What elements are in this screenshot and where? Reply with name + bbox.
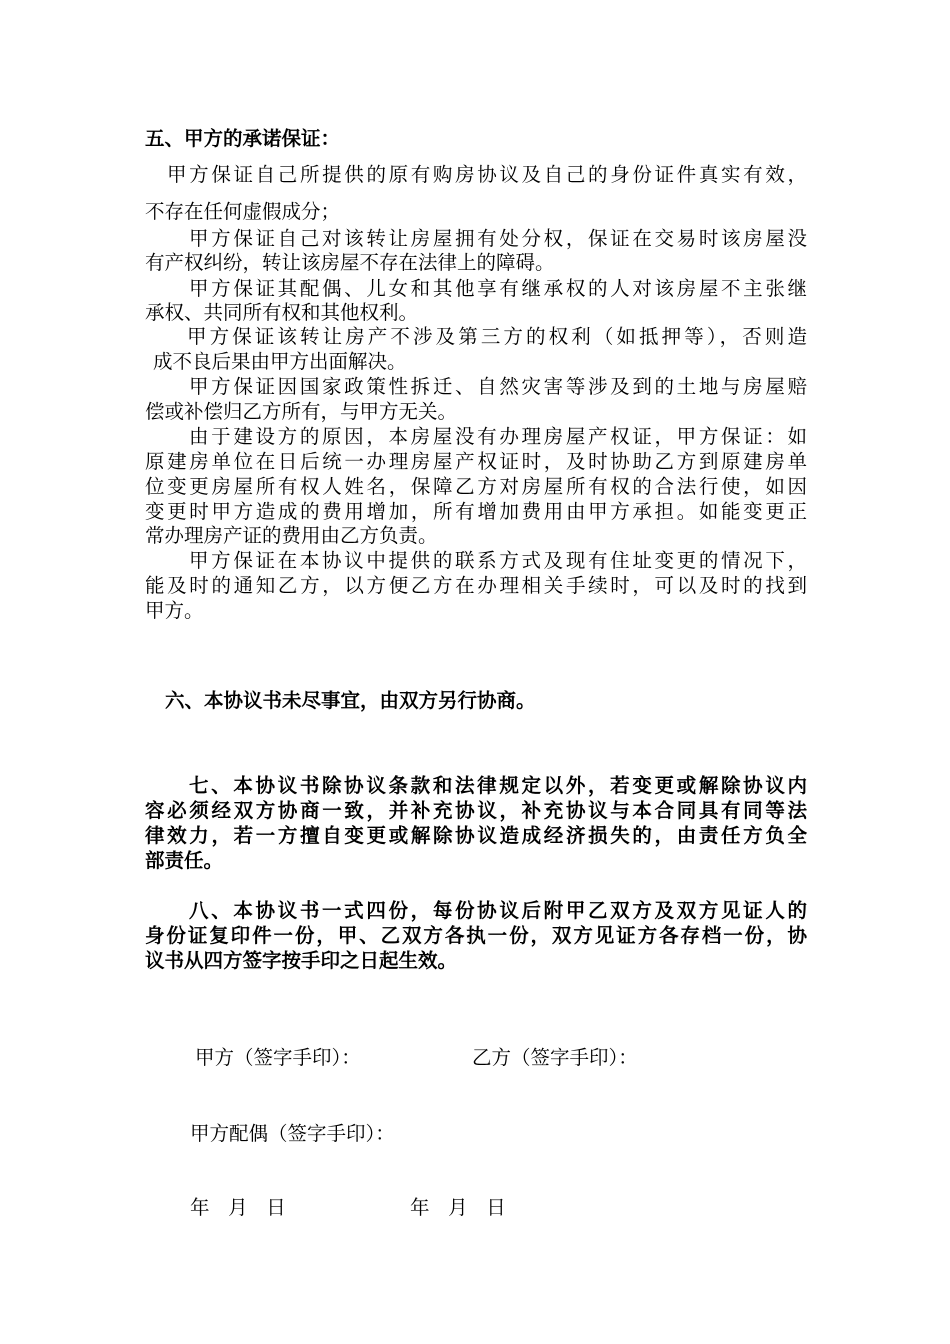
party-a-date: 年 月 日 — [190, 1196, 286, 1219]
para-5-line-2: 偿或补偿归乙方所有，与甲方无关。 — [145, 400, 458, 423]
para-7-line-1: 甲方保证在本协议中提供的联系方式及现有住址变更的情况下， — [189, 549, 807, 572]
para-6-line-5: 常办理房产证的费用由乙方负责。 — [145, 524, 438, 547]
para-2-line-1: 甲方保证自己对该转让房屋拥有处分权，保证在交易时该房屋没 — [189, 227, 807, 250]
para-1-line-1: 甲方保证自己所提供的原有购房协议及自己的身份证件真实有效， — [167, 163, 807, 186]
section-7-line-3: 律效力，若一方擅自变更或解除协议造成经济损失的，由责任方负全 — [145, 824, 807, 847]
party-a-signature-label: 甲方（签字手印）： — [195, 1046, 361, 1069]
para-2-line-2: 有产权纠纷，转让该房屋不存在法律上的障碍。 — [145, 251, 555, 274]
section-8-line-3: 议书从四方签字按手印之日起生效。 — [145, 949, 458, 972]
section-7-line-4: 部责任。 — [145, 849, 224, 872]
para-6-line-2: 原建房单位在日后统一办理房屋产权证时，及时协助乙方到原建房单 — [145, 450, 807, 473]
section-5-heading-text: 五、甲方的承诺保证： — [145, 127, 341, 150]
para-3-line-1: 甲方保证其配偶、儿女和其他享有继承权的人对该房屋不主张继 — [189, 277, 807, 300]
para-4-line-2: 成不良后果由甲方出面解决。 — [153, 350, 407, 373]
para-3-line-2: 承权、共同所有权和其他权利。 — [145, 301, 419, 324]
section-6-text: 六、本协议书未尽事宜，由双方另行协商。 — [165, 689, 536, 712]
party-b-signature-label: 乙方（签字手印）： — [472, 1046, 638, 1069]
para-7-line-2: 能及时的通知乙方，以方便乙方在办理相关手续时，可以及时的找到 — [145, 574, 807, 597]
section-7-line-1: 七、本协议书除协议条款和法律规定以外，若变更或解除协议内 — [189, 774, 807, 797]
para-6-line-3: 位变更房屋所有权人姓名，保障乙方对房屋所有权的合法行使，如因 — [145, 475, 807, 498]
para-7-line-3: 甲方。 — [145, 599, 204, 622]
party-b-date: 年 月 日 — [410, 1196, 506, 1219]
para-6-line-1: 由于建设方的原因，本房屋没有办理房屋产权证，甲方保证：如 — [189, 425, 807, 448]
section-8-line-1: 八、本协议书一式四份，每份协议后附甲乙双方及双方见证人的 — [189, 899, 807, 922]
para-5-line-1: 甲方保证因国家政策性拆迁、自然灾害等涉及到的土地与房屋赔 — [189, 375, 807, 398]
party-a-spouse-signature-label: 甲方配偶（签字手印）： — [190, 1122, 395, 1145]
para-6-line-4: 变更时甲方造成的费用增加，所有增加费用由甲方承担。如能变更正 — [145, 500, 807, 523]
section-8-line-2: 身份证复印件一份，甲、乙双方各执一份，双方见证方各存档一份，协 — [145, 924, 807, 947]
para-1-line-2: 不存在任何虚假成分； — [145, 200, 341, 223]
section-7-line-2: 容必须经双方协商一致，并补充协议，补充协议与本合同具有同等法 — [145, 799, 807, 822]
para-4-line-1: 甲方保证该转让房产不涉及第三方的权利（如抵押等），否则造 — [187, 325, 807, 348]
